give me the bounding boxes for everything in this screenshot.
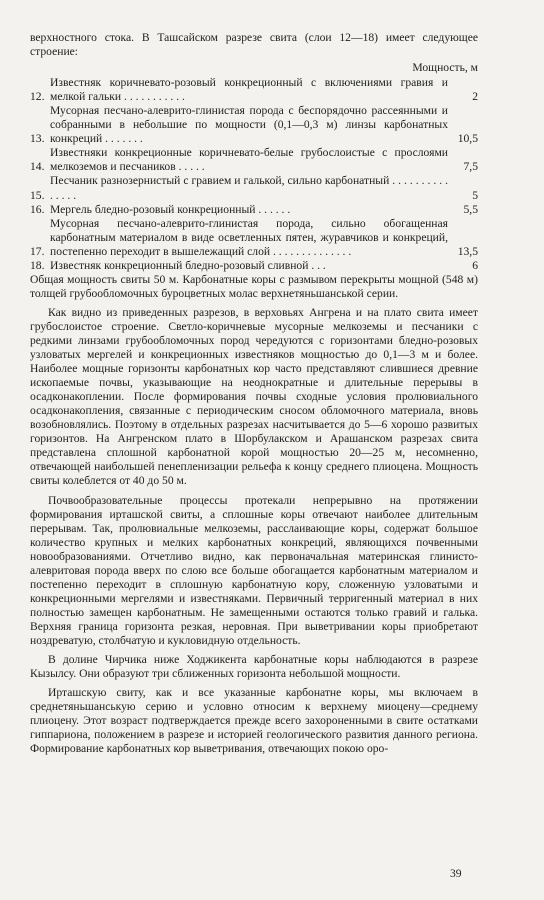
- layer-description: Песчаник разнозернистый с гравием и галькой, сильно карбонатный . . . . . . . . . . . . . . .: [50, 174, 448, 202]
- layer-thickness: 13,5: [457, 244, 478, 258]
- layer-number: 17.: [30, 244, 45, 258]
- page-number: 39: [450, 867, 462, 880]
- layer-list: [30, 76, 478, 273]
- layer-number: 15.: [30, 188, 45, 202]
- body-paragraph: Ирташскую свиту, как и все указанные карбонатне коры, мы включаем в среднетяньшанськую серию и условно относим к верхнему миоцену—среднему плиоцену. Этот возраст подтверждается прежде всего захороненными в свите остатками гиппариона, положением в разрезе и историей геологического развития данного региона. Формирование карбонатных кор выветривания, отвечающих покою оро-: [30, 686, 478, 756]
- intro-paragraph: верхностного стока. В Ташсайском разрезе свита (слои 12—18) имеет следующее строение:: [30, 31, 478, 59]
- thickness-column-header: Мощность, м: [412, 61, 478, 75]
- layer-item: [30, 104, 478, 146]
- layer-thickness: 10,5: [457, 132, 478, 146]
- layer-number: 16.: [30, 202, 45, 216]
- layer-description: Мусорная песчано-алеврито-глинистая порода, сильно обогащенная карбонатным материалом в виде осветленных пятен, журавчиков и конкреций, постепенно переходит в вышележащий слой . . . . . . . . . . . . . .: [50, 216, 448, 258]
- body-paragraph: Почвообразовательные процессы протекали непрерывно на протяжении формирования ирташской свиты, а сплошные коры отвечают наиболее длительным перерывам. Так, пролювиальные мелкоземы, расслаивающие коры, содержат большое количество крупных и мелких карбонатных конкреций, являющихся почвенными новообразованиями. Отчетливо видно, как первоначальная материнская глинисто-алевритовая порода вверх по слою все больше обогащается карбонатным материалом и постепенно переходит в сплошную карбонатную кору, сложенную узловатыми и конкреционными мергелями и известняками. Первичный терригенный материал в них полностью замещен карбонатным. Не замещенными остаются только гравий и галька. Верхняя граница горизонта резкая, неровная. При выветривании коры приобретают ноздреватую, столбчатую и кукловидную отдельность.: [30, 493, 478, 647]
- layer-number: 13.: [30, 132, 45, 146]
- layer-description: Известняки конкреционные коричневато-белые грубослоистые с прослоями мелкоземов и песчаников . . . . .: [50, 146, 448, 174]
- layer-description: Мусорная песчано-алеврито-глинистая порода с беспорядочно рассеянными и собранными в небольшие по мощности (0,1—0,3 м) линзы карбонатных конкреций . . . . . . .: [50, 104, 448, 146]
- layer-item: [30, 174, 478, 202]
- layer-number: 14.: [30, 160, 45, 174]
- layer-description: Известняк коричневато-розовый конкреционный с включениями гравия и мелкой гальки . . . . . . . . . . .: [50, 76, 448, 104]
- layer-thickness: 5,5: [463, 202, 478, 216]
- layer-number: 18.: [30, 258, 45, 272]
- layer-item: [30, 76, 478, 104]
- layer-number: 12.: [30, 90, 45, 104]
- body-paragraph: В долине Чирчика ниже Ходжикента карбонатные коры наблюдаются в разрезе Кызылсу. Они образуют три сближенных горизонта небольшой мощности.: [30, 653, 478, 681]
- layer-item: [30, 259, 478, 273]
- layer-description: Известняк конкреционный бледно-розовый сливной . . .: [50, 258, 326, 272]
- page-content: [30, 31, 478, 756]
- layer-thickness: 6: [472, 258, 478, 272]
- summary-paragraph: Общая мощность свиты 50 м. Карбонатные коры с размывом перекрыты мощной (548 м) толщей грубообломочных буроцветных молас верхнетяньшанськой серии.: [30, 272, 478, 300]
- layer-description: Мергель бледно-розовый конкреционный . . . . . .: [50, 202, 291, 216]
- layer-thickness: 2: [472, 90, 478, 104]
- body-paragraph: Как видно из приведенных разрезов, в верховьях Ангрена и на плато свита имеет грубослоистое строение. Светло-коричневые мусорные мелкоземы и песчаники с редкими линзами грубообломочных пород чередуются с горизонтами бледно-розовых узловатых мергелей и конкреционных известняков мощностью до 0,1—3 м и более. Наиболее мощные горизонты карбонатных кор часто представляют слившиеся древние ископаемые почвы, указывающие на неоднократные и длительные перерывы в осадконакоплении. После формирования почвы сходные условия пролювиального осадконакопления, связанные с периодическим сносом обломочного материала, вновь возобновлялись. Поэтому в отдельных разрезах насчитывается до 5—6 хорошо развитых горизонтов. На Ангренском плато в Шорбулакском и Арашанском разрезах свита представлена сплошной карбонатной корой мощностью 20—25 м, несомненно, отвечающей наибольшей пенепленизации рельефа к концу среднего плиоцена. Мощность свиты колеблется от 40 до 50 м.: [30, 305, 478, 488]
- layer-thickness: 7,5: [463, 160, 478, 174]
- layer-thickness: 5: [472, 188, 478, 202]
- layer-item: [30, 217, 478, 259]
- layer-item: [30, 203, 478, 217]
- layer-item: [30, 146, 478, 174]
